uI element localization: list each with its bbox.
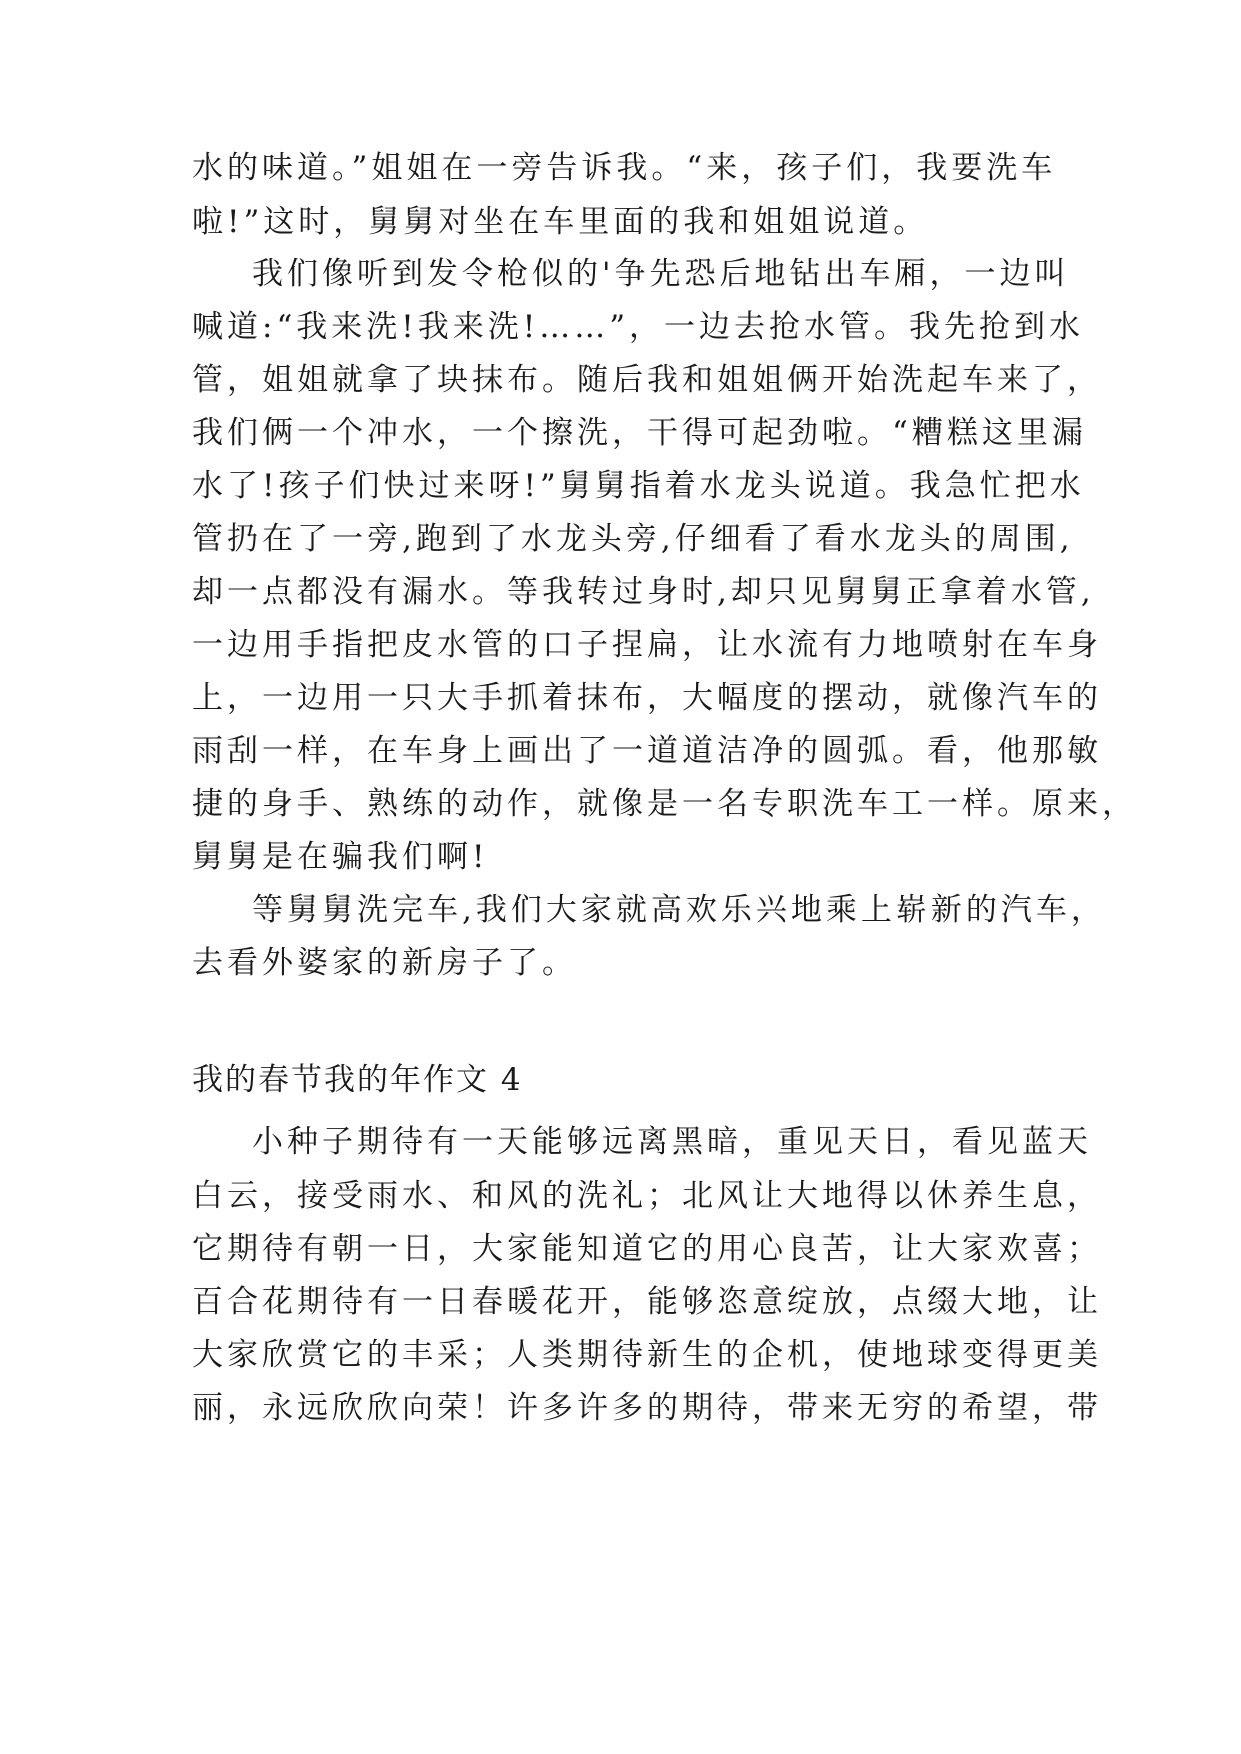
- text-line: 小种子期待有一天能够远离黑暗，重见天日，看见蓝天: [252, 1124, 1092, 1160]
- text-line: 去看外婆家的新房子了。: [192, 945, 577, 981]
- text-line: 舅舅是在骗我们啊!: [192, 839, 489, 875]
- text-line: 喊道:“我来洗!我来洗!……”，一边去抢水管。我先抢到水: [192, 309, 1085, 345]
- text-line: 白云，接受雨水、和风的洗礼；北风让大地得以休养生息，: [192, 1178, 1102, 1214]
- text-line: 水了!孩子们快过来呀!”舅舅指着水龙头说道。我急忙把水: [192, 468, 1085, 504]
- text-line: 管，姐姐就拿了块抹布。随后我和姐姐俩开始洗起车来了，: [192, 362, 1102, 398]
- text-line: 却一点都没有漏水。等我转过身时,却只见舅舅正拿着水管,: [192, 574, 1095, 610]
- text-line: 啦!”这时，舅舅对坐在车里面的我和姐姐说道。: [192, 204, 929, 240]
- text-line: 我们像听到发令枪似的'争先恐后地钻出车厢，一边叫: [252, 256, 1070, 292]
- text-line: 一边用手指把皮水管的口子捏扁，让水流有力地喷射在车身: [192, 627, 1102, 663]
- text-line: 水的味道。”姐姐在一旁告诉我。“来，孩子们，我要洗车: [192, 150, 1057, 186]
- text-line: 捷的身手、熟练的动作，就像是一名专职洗车工一样。原来，: [192, 786, 1137, 822]
- text-line: 雨刮一样，在车身上画出了一道道洁净的圆弧。看，他那敏: [192, 733, 1102, 769]
- text-line: 百合花期待有一日春暖花开，能够恣意绽放，点缀大地，让: [192, 1284, 1102, 1320]
- text-line: 我们俩一个冲水，一个擦洗，干得可起劲啦。“糟糕这里漏: [192, 415, 1087, 451]
- text-line: 大家欣赏它的丰采；人类期待新生的企机，使地球变得更美: [192, 1337, 1102, 1373]
- text-line: 管扔在了一旁,跑到了水龙头旁,仔细看了看水龙头的周围,: [192, 521, 1074, 557]
- text-line: 丽，永远欣欣向荣！许多许多的期待，带来无穷的希望，带: [192, 1390, 1102, 1426]
- text-line: 它期待有朝一日，大家能知道它的用心良苦，让大家欢喜；: [192, 1231, 1102, 1267]
- text-line: 上，一边用一只大手抓着抹布，大幅度的摆动，就像汽车的: [192, 680, 1102, 716]
- section-title: 我的春节我的年作文 4: [192, 1062, 523, 1098]
- text-line: 等舅舅洗完车,我们大家就高欢乐兴地乘上崭新的汽车，: [252, 892, 1106, 928]
